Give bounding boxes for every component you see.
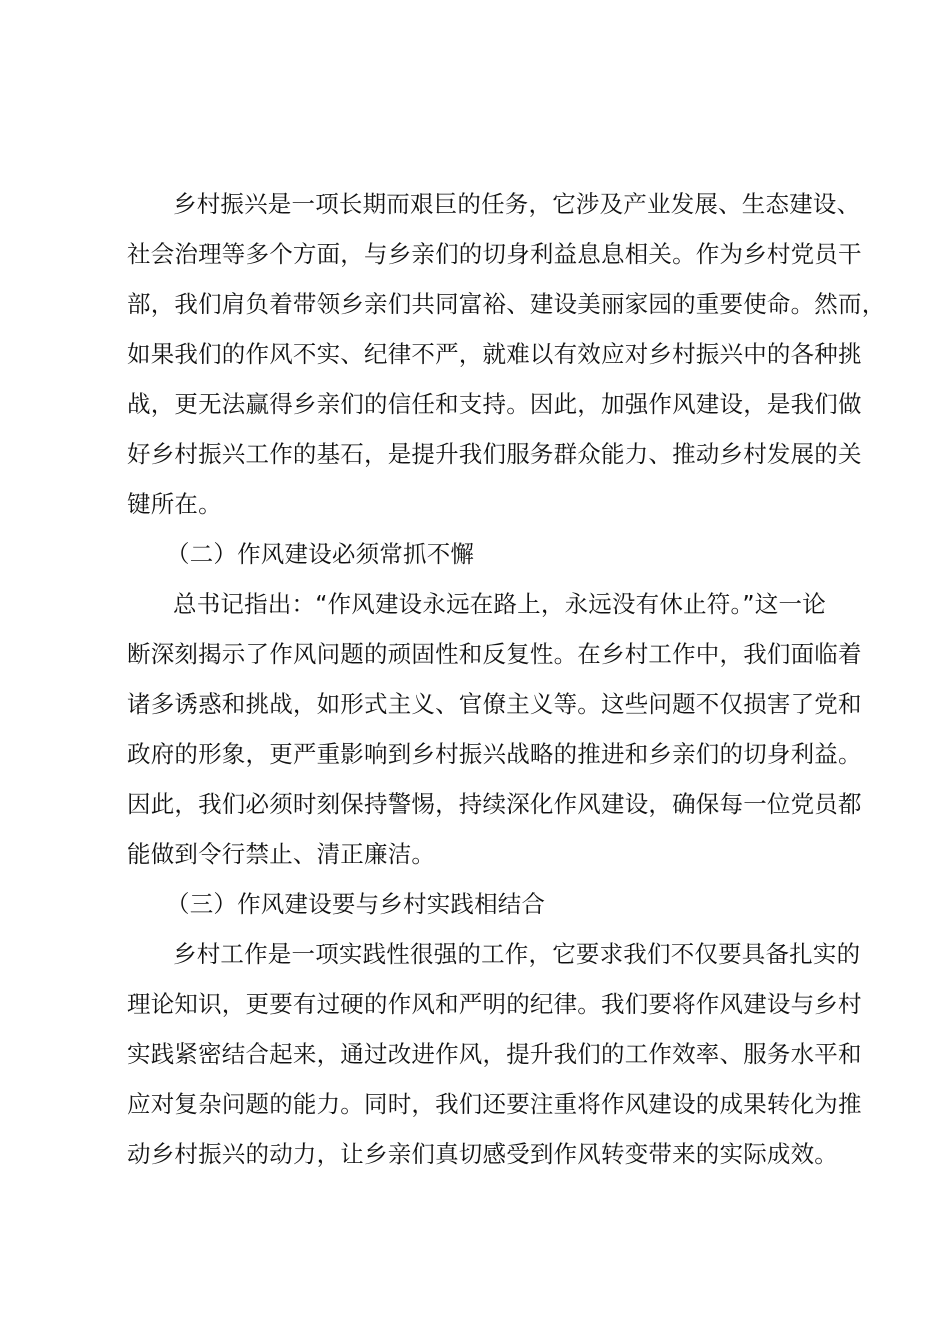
paragraph-1-line-6: 好乡村振兴工作的基石，是提升我们服务群众能力、推动乡村发展的关 bbox=[127, 440, 862, 468]
paragraph-2-line-2: 断深刻揭示了作风问题的顽固性和反复性。在乡村工作中，我们面临着 bbox=[127, 640, 862, 668]
section-heading-3: （三）作风建设要与乡村实践相结合 bbox=[166, 890, 546, 918]
paragraph-2-line-5: 因此，我们必须时刻保持警惕，持续深化作风建设，确保每一位党员都 bbox=[127, 790, 862, 818]
paragraph-1-line-1: 乡村振兴是一项长期而艰巨的任务，它涉及产业发展、生态建设、 bbox=[173, 190, 861, 218]
paragraph-3-line-4: 应对复杂问题的能力。同时，我们还要注重将作风建设的成果转化为推 bbox=[127, 1090, 862, 1118]
paragraph-1-line-7: 键所在。 bbox=[127, 490, 222, 518]
paragraph-2-line-6: 能做到令行禁止、清正廉洁。 bbox=[127, 840, 436, 868]
paragraph-1-line-4: 如果我们的作风不实、纪律不严，就难以有效应对乡村振兴中的各种挑 bbox=[127, 340, 862, 368]
paragraph-1-line-3: 部，我们肩负着带领乡亲们共同富裕、建设美丽家园的重要使命。然而， bbox=[127, 290, 886, 318]
paragraph-2-line-4: 政府的形象，更严重影响到乡村振兴战略的推进和乡亲们的切身利益。 bbox=[127, 740, 862, 768]
paragraph-1-line-5: 战，更无法赢得乡亲们的信任和支持。因此，加强作风建设，是我们做 bbox=[127, 390, 862, 418]
paragraph-3-line-3: 实践紧密结合起来，通过改进作风，提升我们的工作效率、服务水平和 bbox=[127, 1040, 862, 1068]
paragraph-2-line-3: 诸多诱惑和挑战，如形式主义、官僚主义等。这些问题不仅损害了党和 bbox=[127, 690, 862, 718]
paragraph-2-line-1: 总书记指出：“作风建设永远在路上，永远没有休止符。”这一论 bbox=[173, 590, 826, 618]
paragraph-3-line-2: 理论知识，更要有过硬的作风和严明的纪律。我们要将作风建设与乡村 bbox=[127, 990, 862, 1018]
paragraph-3-line-5: 动乡村振兴的动力，让乡亲们真切感受到作风转变带来的实际成效。 bbox=[127, 1140, 838, 1168]
paragraph-1-line-2: 社会治理等多个方面，与乡亲们的切身利益息息相关。作为乡村党员干 bbox=[127, 240, 862, 268]
section-heading-2: （二）作风建设必须常抓不懈 bbox=[166, 540, 475, 568]
paragraph-3-line-1: 乡村工作是一项实践性很强的工作，它要求我们不仅要具备扎实的 bbox=[173, 940, 861, 968]
